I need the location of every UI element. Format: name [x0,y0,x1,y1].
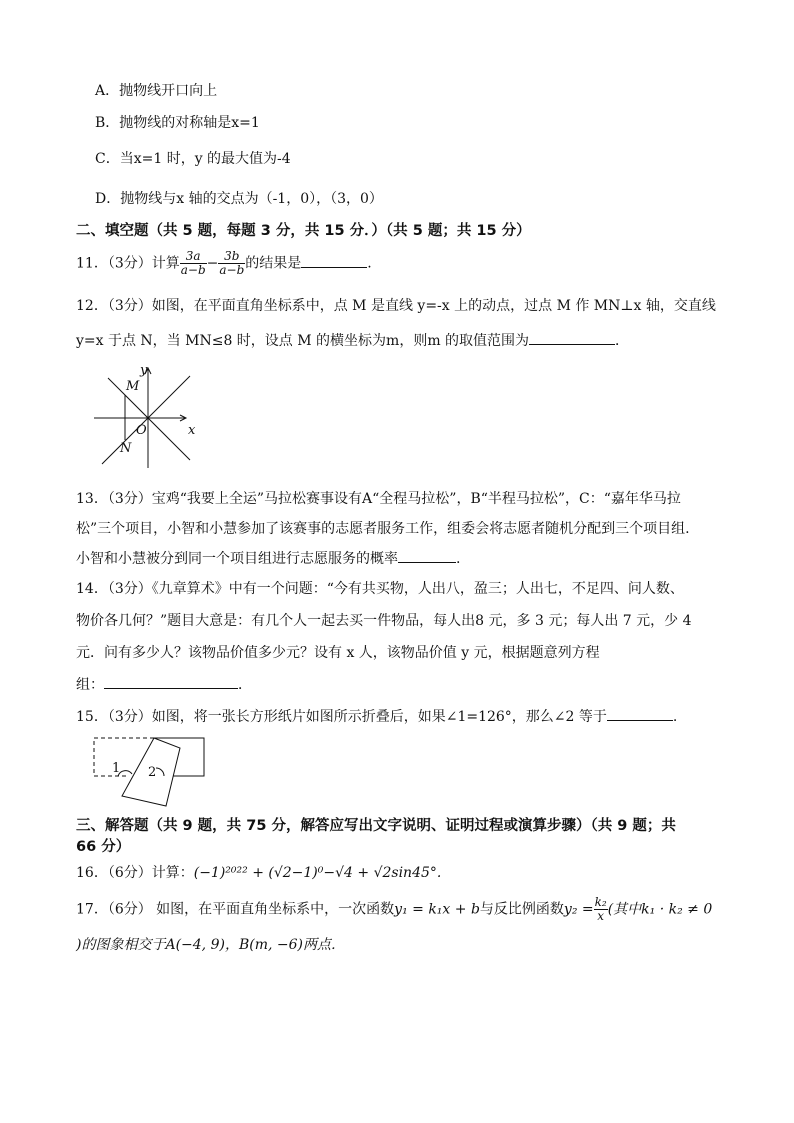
q13-answer-blank[interactable] [398,548,456,563]
q17-mid: 与反比例函数 [479,901,564,918]
q11-answer-blank[interactable] [301,253,367,268]
q11-frac1-den: a−b [180,263,206,277]
section-3-heading-line-2: 66 分） [76,839,131,855]
q12-line-1: 12．（3分）如图，在平面直角坐标系中，点 M 是直线 y=-x 上的动点，过点 M 作 MN⊥x 轴，交直线 [76,298,716,314]
q14-line-4-text: 组： [76,677,104,693]
q11-frac1-num: 3a [180,250,207,264]
q11-fraction-1 [180,250,207,277]
q13-line-2: 松”三个项目，小智和小慧参加了该赛事的志愿者服务工作，组委会将志愿者随机分配到三个项目组. [76,521,690,537]
q17-inverse-function-left: y₂ = [563,901,594,918]
q12-line-2 [76,330,629,352]
section-2-heading: 二、填空题（共 5 题，每题 3 分，共 15 分．）（共 5 题；共 15 分） [76,223,531,239]
q14-line-3: 元．问有多少人？该物品价值多少元？设有 x 人，该物品价值 y 元，根据题意列方程 [76,645,600,661]
q16-expression: (−1)²⁰²² + (√2−1)⁰−√4 + √2sin45°. [193,865,442,881]
label-x: x [188,423,196,438]
q17-line-1 [76,896,712,923]
option-a: A．抛物线开口向上 [95,83,218,99]
q11-frac2-den: a−b [219,263,245,277]
q12-line-2-text: y=x 于点 N，当 MN≤8 时，设点 M 的横坐标为m，则m 的取值范围为 [76,333,530,349]
q13-line-1: 13．（3分）宝鸡“我要上全运”马拉松赛事设有A“全程马拉松”，B“半程马拉松”，C：“嘉年华马拉 [76,491,681,507]
q17-frac-den: x [597,909,605,923]
q12-end: ． [615,333,630,349]
q14-end: ． [238,677,252,693]
label-o: O [136,423,147,438]
q17-condition: (其中k₁ · k₂ ≠ 0 [607,901,713,918]
q15-text: 15．（3分）如图，将一张长方形纸片如图所示折叠后，如果∠1=126°，那么∠2 等于 [76,709,607,725]
label-m: M [126,379,140,394]
option-c: C．当x=1 时，y 的最大值为-4 [95,151,291,167]
q17-inverse-fraction [594,896,608,923]
q17-linear-function: y₁ = k₁x + b [394,901,480,918]
question-16 [76,862,441,884]
q11-prefix: 11．（3分）计算 [76,255,180,272]
q15-answer-blank[interactable] [607,706,673,721]
q14-answer-blank[interactable] [104,674,238,689]
q11-frac2-num: 3b [218,250,245,264]
label-n: N [120,441,132,456]
question-11 [76,250,372,277]
q17-prefix: 17．（6分） 如图，在平面直角坐标系中，一次函数 [76,901,395,918]
q16-prefix: 16．（6分）计算： [76,865,194,881]
q12-answer-blank[interactable] [529,330,615,345]
option-b: B．抛物线的对称轴是x=1 [95,115,260,131]
q13-line-3-text: 小智和小慧被分到同一个项目组进行志愿服务的概率 [76,551,398,567]
q13-line-3 [76,548,460,570]
angle-2-label: 2 [148,765,157,780]
q11-end: . [367,255,372,272]
q11-minus: − [206,255,219,272]
q13-end: . [456,551,461,567]
line-y-equals-x [102,376,190,464]
q17-frac-num: k₂ [594,895,607,909]
question-15 [76,706,677,728]
q15-folded-paper-figure [92,734,210,810]
q12-coordinate-figure [92,360,212,472]
q14-line-4 [76,674,252,696]
q14-line-2: 物价各几何？”题目大意是：有几个人一起去买一件物品，每人出8 元，多 3 元；每人出 7 元，少 4 [76,613,692,629]
q11-suffix: 的结果是 [245,255,302,272]
label-y: y [140,363,148,378]
q11-fraction-2 [218,250,245,277]
q14-line-1: 14．（3分）《九章算术》中有一个问题：“今有共买物，人出八，盈三；人出七，不足四、问人数、 [76,581,684,597]
angle-1-label: 1 [112,761,121,776]
q17-line-2: )的图象相交于A(−4, 9)，B(m, −6)两点． [76,937,345,953]
q15-end: . [672,709,678,725]
section-3-heading-line-1: 三、解答题（共 9 题，共 75 分，解答应写出文字说明、证明过程或演算步骤）（共 9 题；共 [76,818,676,834]
option-d: D．抛物线与x 轴的交点为（-1，0），（3，0） [95,191,383,207]
